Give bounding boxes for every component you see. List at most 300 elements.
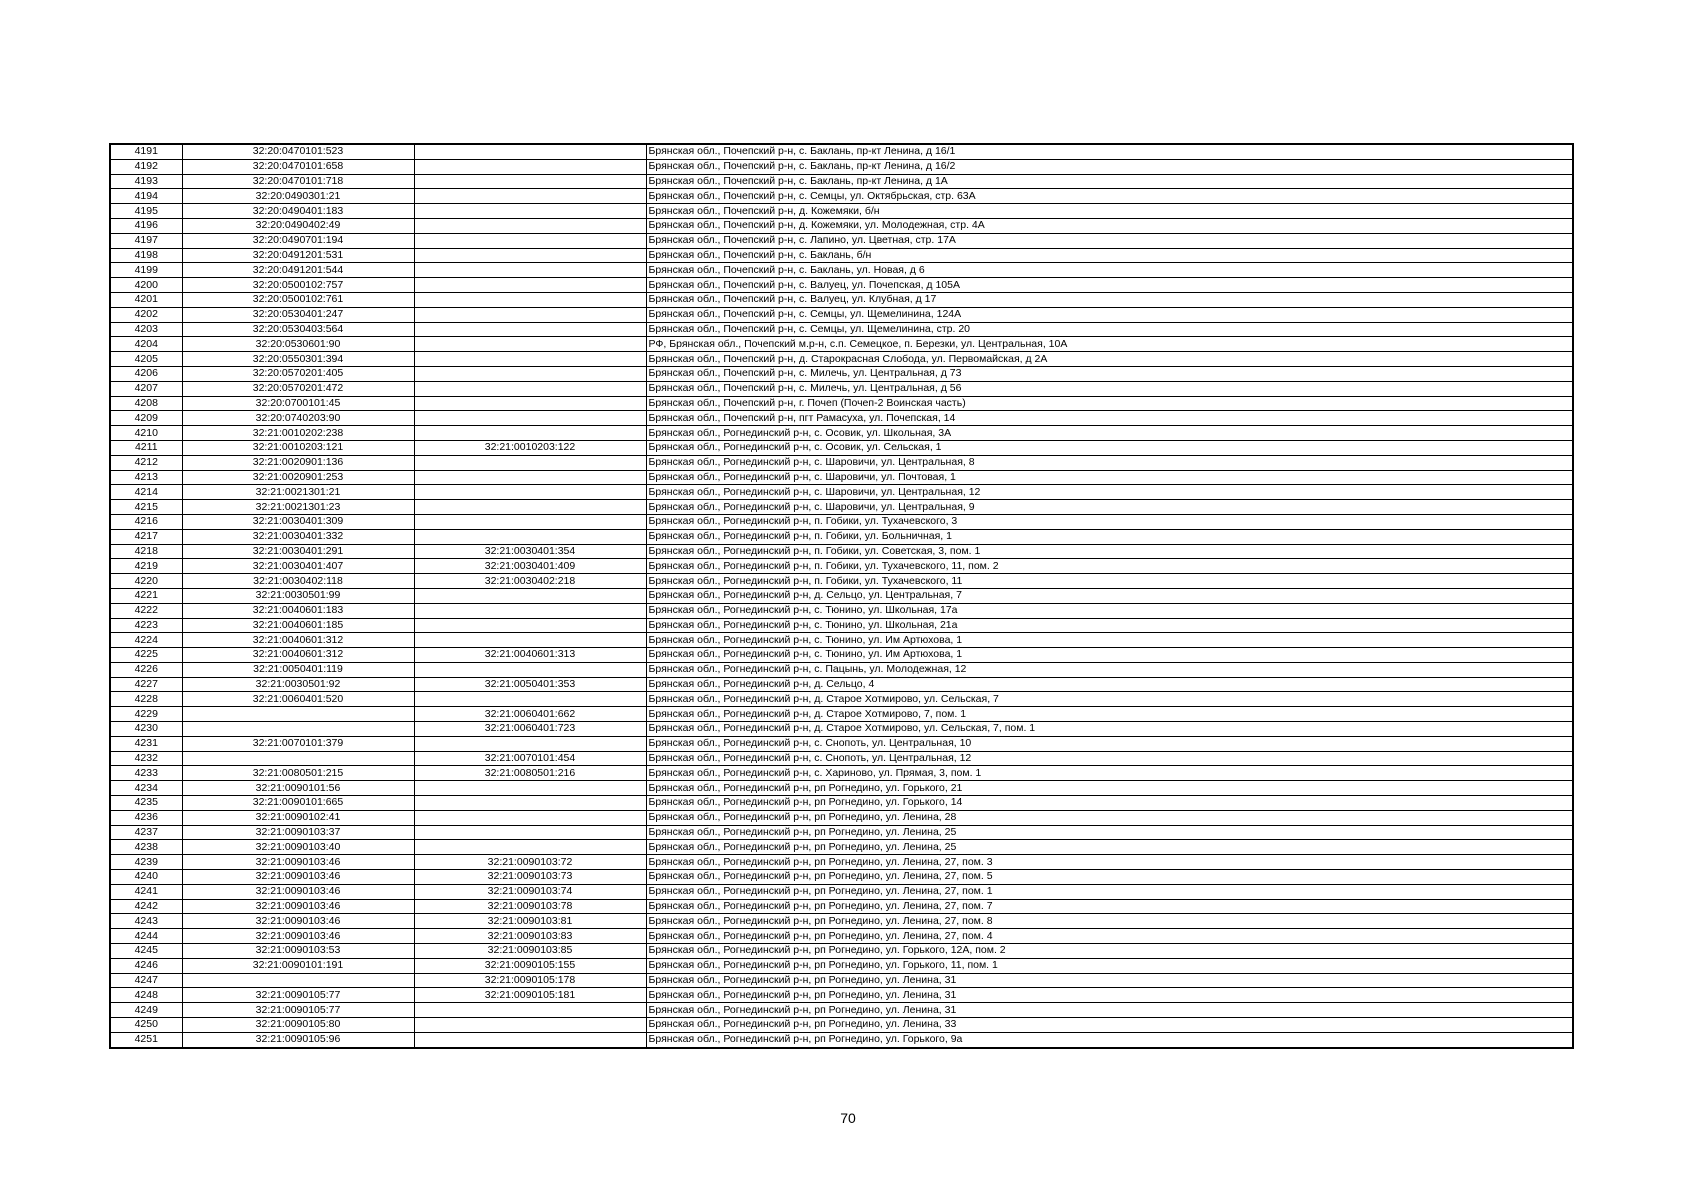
table-row [110,529,1573,544]
table-row [110,870,1573,885]
table-row [110,988,1573,1003]
address-cell: Брянская обл., Рогнединский р-н, д. Старое Хотмирово, ул. Сельская, 7, пом. 1 [646,722,1573,737]
row-number-cell: 4226 [110,662,182,677]
row-number-cell: 4248 [110,988,182,1003]
address-cell: Брянская обл., Рогнединский р-н, с. Пацынь, ул. Молодежная, 12 [646,662,1573,677]
room-cadastral-number-cell [414,189,646,204]
room-cadastral-number-cell: 32:21:0090103:73 [414,870,646,885]
cadastral-number-cell: 32:21:0040601:312 [182,633,414,648]
cadastral-number-cell: 32:20:0530401:247 [182,307,414,322]
room-cadastral-number-cell [414,662,646,677]
cadastral-number-cell: 32:20:0530601:90 [182,337,414,352]
row-number-cell: 4213 [110,470,182,485]
address-cell: Брянская обл., Рогнединский р-н, с. Осовик, ул. Школьная, 3А [646,426,1573,441]
address-cell: Брянская обл., Рогнединский р-н, п. Гобики, ул. Тухачевского, 3 [646,514,1573,529]
room-cadastral-number-cell [414,781,646,796]
cadastral-number-cell: 32:20:0490402:49 [182,218,414,233]
room-cadastral-number-cell: 32:21:0060401:662 [414,707,646,722]
row-number-cell: 4199 [110,263,182,278]
table-row [110,796,1573,811]
row-number-cell: 4242 [110,899,182,914]
cadastral-number-cell: 32:21:0090105:80 [182,1018,414,1033]
table-row [110,884,1573,899]
room-cadastral-number-cell: 32:21:0090103:83 [414,929,646,944]
table-row [110,337,1573,352]
room-cadastral-number-cell: 32:21:0070101:454 [414,751,646,766]
table-row [110,603,1573,618]
row-number-cell: 4208 [110,396,182,411]
room-cadastral-number-cell [414,633,646,648]
room-cadastral-number-cell: 32:21:0090103:72 [414,855,646,870]
room-cadastral-number-cell: 32:21:0090105:155 [414,958,646,973]
table-row [110,973,1573,988]
room-cadastral-number-cell [414,248,646,263]
address-cell: Брянская обл., Почепский р-н, с. Баклань, пр-кт Ленина, д 1А [646,174,1573,189]
row-number-cell: 4246 [110,958,182,973]
room-cadastral-number-cell [414,144,646,159]
row-number-cell: 4215 [110,500,182,515]
row-number-cell: 4214 [110,485,182,500]
address-cell: Брянская обл., Рогнединский р-н, п. Гобики, ул. Больничная, 1 [646,529,1573,544]
table-row [110,766,1573,781]
cadastral-number-cell: 32:20:0470101:718 [182,174,414,189]
table-row [110,1018,1573,1033]
address-cell: Брянская обл., Почепский р-н, с. Баклань, ул. Новая, д 6 [646,263,1573,278]
cadastral-number-cell: 32:21:0090101:56 [182,781,414,796]
room-cadastral-number-cell [414,736,646,751]
address-cell: Брянская обл., Рогнединский р-н, рп Рогнедино, ул. Горького, 21 [646,781,1573,796]
address-cell: Брянская обл., Рогнединский р-н, рп Рогнедино, ул. Ленина, 27, пом. 5 [646,870,1573,885]
address-cell: Брянская обл., Рогнединский р-н, с. Снопоть, ул. Центральная, 10 [646,736,1573,751]
cadastral-number-cell: 32:21:0080501:215 [182,766,414,781]
room-cadastral-number-cell [414,174,646,189]
address-cell: Брянская обл., Рогнединский р-н, с. Осовик, ул. Сельская, 1 [646,440,1573,455]
address-cell: Брянская обл., Рогнединский р-н, д. Сельцо, 4 [646,677,1573,692]
table-row [110,248,1573,263]
cadastral-number-cell: 32:21:0010202:238 [182,426,414,441]
table-row [110,899,1573,914]
table-row [110,722,1573,737]
table-row [110,292,1573,307]
cadastral-number-cell: 32:21:0010203:121 [182,440,414,455]
cadastral-number-cell: 32:21:0090105:77 [182,988,414,1003]
row-number-cell: 4245 [110,944,182,959]
address-cell: Брянская обл., Почепский р-н, с. Лапино, ул. Цветная, стр. 17А [646,233,1573,248]
cadastral-number-cell: 32:21:0050401:119 [182,662,414,677]
table-row [110,500,1573,515]
table-row [110,840,1573,855]
cadastral-number-cell: 32:21:0021301:23 [182,500,414,515]
cadastral-number-cell: 32:21:0090101:191 [182,958,414,973]
cadastral-number-cell: 32:20:0470101:658 [182,159,414,174]
row-number-cell: 4219 [110,559,182,574]
row-number-cell: 4222 [110,603,182,618]
cadastral-number-cell: 32:21:0090103:46 [182,870,414,885]
room-cadastral-number-cell [414,204,646,219]
row-number-cell: 4227 [110,677,182,692]
address-cell: Брянская обл., Рогнединский р-н, с. Хариново, ул. Прямая, 3, пом. 1 [646,766,1573,781]
room-cadastral-number-cell [414,1018,646,1033]
room-cadastral-number-cell: 32:21:0090103:78 [414,899,646,914]
row-number-cell: 4207 [110,381,182,396]
room-cadastral-number-cell: 32:21:0090103:74 [414,884,646,899]
row-number-cell: 4229 [110,707,182,722]
table-row [110,574,1573,589]
row-number-cell: 4205 [110,352,182,367]
row-number-cell: 4201 [110,292,182,307]
row-number-cell: 4249 [110,1003,182,1018]
cadastral-number-cell: 32:20:0491201:531 [182,248,414,263]
cadastral-number-cell: 32:21:0030401:407 [182,559,414,574]
row-number-cell: 4238 [110,840,182,855]
table-row [110,352,1573,367]
row-number-cell: 4250 [110,1018,182,1033]
room-cadastral-number-cell [414,840,646,855]
table-row [110,914,1573,929]
address-cell: Брянская обл., Рогнединский р-н, с. Тюнино, ул. Им Артюхова, 1 [646,633,1573,648]
table-row [110,929,1573,944]
row-number-cell: 4192 [110,159,182,174]
address-cell: Брянская обл., Почепский р-н, с. Баклань, б/н [646,248,1573,263]
row-number-cell: 4212 [110,455,182,470]
table-row [110,588,1573,603]
address-cell: Брянская обл., Рогнединский р-н, с. Шаровичи, ул. Центральная, 12 [646,485,1573,500]
address-cell: Брянская обл., Рогнединский р-н, рп Рогнедино, ул. Ленина, 27, пом. 3 [646,855,1573,870]
room-cadastral-number-cell: 32:21:0030401:409 [414,559,646,574]
address-cell: Брянская обл., Рогнединский р-н, рп Рогнедино, ул. Горького, 14 [646,796,1573,811]
address-cell: Брянская обл., Почепский р-н, с. Баклань, пр-кт Ленина, д 16/1 [646,144,1573,159]
row-number-cell: 4220 [110,574,182,589]
cadastral-number-cell: 32:20:0490301:21 [182,189,414,204]
table-row [110,322,1573,337]
table-row [110,1032,1573,1047]
table-row [110,514,1573,529]
table-row [110,366,1573,381]
row-number-cell: 4237 [110,825,182,840]
table-row [110,189,1573,204]
address-cell: Брянская обл., Почепский р-н, д. Кожемяки, б/н [646,204,1573,219]
cadastral-number-cell: 32:21:0090101:665 [182,796,414,811]
room-cadastral-number-cell [414,411,646,426]
row-number-cell: 4233 [110,766,182,781]
cadastral-number-cell: 32:20:0470101:523 [182,144,414,159]
table-row [110,440,1573,455]
address-cell: Брянская обл., Рогнединский р-н, д. Старое Хотмирово, ул. Сельская, 7 [646,692,1573,707]
cadastral-number-cell: 32:21:0030402:118 [182,574,414,589]
row-number-cell: 4247 [110,973,182,988]
table-row [110,736,1573,751]
address-cell: Брянская обл., Почепский р-н, д. Кожемяки, ул. Молодежная, стр. 4А [646,218,1573,233]
table-row [110,233,1573,248]
cadastral-number-cell: 32:21:0030401:332 [182,529,414,544]
cadastral-number-cell: 32:21:0090103:46 [182,899,414,914]
table-body [110,144,1573,1048]
address-cell: Брянская обл., Рогнединский р-н, п. Гобики, ул. Тухачевского, 11, пом. 2 [646,559,1573,574]
cadastral-number-cell: 32:21:0090103:46 [182,914,414,929]
room-cadastral-number-cell [414,825,646,840]
cadastral-number-cell: 32:21:0030401:291 [182,544,414,559]
row-number-cell: 4244 [110,929,182,944]
cadastral-number-cell: 32:20:0490701:194 [182,233,414,248]
table-row [110,648,1573,663]
room-cadastral-number-cell: 32:21:0090103:81 [414,914,646,929]
room-cadastral-number-cell [414,455,646,470]
room-cadastral-number-cell: 32:21:0050401:353 [414,677,646,692]
address-cell: Брянская обл., Рогнединский р-н, рп Рогнедино, ул. Горького, 11, пом. 1 [646,958,1573,973]
room-cadastral-number-cell: 32:21:0010203:122 [414,440,646,455]
row-number-cell: 4191 [110,144,182,159]
address-cell: Брянская обл., Рогнединский р-н, с. Тюнино, ул. Им Артюхова, 1 [646,648,1573,663]
table-row [110,278,1573,293]
room-cadastral-number-cell [414,618,646,633]
table-row [110,751,1573,766]
table-row [110,144,1573,159]
address-cell: Брянская обл., Рогнединский р-н, с. Шаровичи, ул. Центральная, 8 [646,455,1573,470]
row-number-cell: 4225 [110,648,182,663]
address-cell: Брянская обл., Рогнединский р-н, рп Рогнедино, ул. Ленина, 25 [646,825,1573,840]
address-cell: Брянская обл., Рогнединский р-н, с. Снопоть, ул. Центральная, 12 [646,751,1573,766]
address-cell: Брянская обл., Рогнединский р-н, рп Рогнедино, ул. Горького, 12А, пом. 2 [646,944,1573,959]
row-number-cell: 4234 [110,781,182,796]
address-cell: Брянская обл., Почепский р-н, с. Милечь, ул. Центральная, д 73 [646,366,1573,381]
cadastral-number-cell: 32:20:0570201:405 [182,366,414,381]
cadastral-number-cell: 32:21:0090103:53 [182,944,414,959]
row-number-cell: 4223 [110,618,182,633]
row-number-cell: 4204 [110,337,182,352]
address-cell: Брянская обл., Почепский р-н, д. Старокрасная Слобода, ул. Первомайская, д 2А [646,352,1573,367]
address-cell: Брянская обл., Рогнединский р-н, рп Рогнедино, ул. Ленина, 33 [646,1018,1573,1033]
row-number-cell: 4236 [110,810,182,825]
room-cadastral-number-cell [414,159,646,174]
table-row [110,263,1573,278]
cadastral-number-cell [182,707,414,722]
table-row [110,307,1573,322]
room-cadastral-number-cell: 32:21:0090105:181 [414,988,646,1003]
cadastral-number-cell: 32:21:0040601:312 [182,648,414,663]
address-cell: Брянская обл., Рогнединский р-н, д. Сельцо, ул. Центральная, 7 [646,588,1573,603]
room-cadastral-number-cell: 32:21:0090105:178 [414,973,646,988]
address-cell: Брянская обл., Рогнединский р-н, рп Рогнедино, ул. Ленина, 25 [646,840,1573,855]
row-number-cell: 4240 [110,870,182,885]
row-number-cell: 4217 [110,529,182,544]
table-row [110,218,1573,233]
address-cell: Брянская обл., Рогнединский р-н, рп Рогнедино, ул. Ленина, 27, пом. 7 [646,899,1573,914]
table-row [110,810,1573,825]
cadastral-number-cell: 32:21:0030501:99 [182,588,414,603]
cadastral-number-cell: 32:21:0040601:185 [182,618,414,633]
row-number-cell: 4232 [110,751,182,766]
table-row [110,662,1573,677]
cadastral-number-cell: 32:21:0070101:379 [182,736,414,751]
table-row [110,204,1573,219]
address-cell: Брянская обл., Рогнединский р-н, с. Тюнино, ул. Школьная, 17а [646,603,1573,618]
address-cell: Брянская обл., Рогнединский р-н, рп Рогнедино, ул. Ленина, 28 [646,810,1573,825]
cadastral-number-cell: 32:20:0500102:757 [182,278,414,293]
row-number-cell: 4228 [110,692,182,707]
cadastral-number-cell: 32:21:0090105:96 [182,1032,414,1047]
table-row [110,1003,1573,1018]
table-row [110,618,1573,633]
table-row [110,677,1573,692]
cadastral-number-cell: 32:21:0020901:253 [182,470,414,485]
address-cell: Брянская обл., Почепский р-н, с. Баклань, пр-кт Ленина, д 16/2 [646,159,1573,174]
cadastral-number-cell: 32:20:0700101:45 [182,396,414,411]
address-cell: Брянская обл., Почепский р-н, с. Семцы, ул. Щемелинина, 124А [646,307,1573,322]
row-number-cell: 4209 [110,411,182,426]
table-row [110,426,1573,441]
address-cell: Брянская обл., Рогнединский р-н, с. Шаровичи, ул. Почтовая, 1 [646,470,1573,485]
address-cell: Брянская обл., Рогнединский р-н, рп Рогнедино, ул. Ленина, 27, пом. 1 [646,884,1573,899]
address-cell: Брянская обл., Рогнединский р-н, рп Рогнедино, ул. Ленина, 31 [646,1003,1573,1018]
table-row [110,958,1573,973]
room-cadastral-number-cell [414,500,646,515]
table-row [110,381,1573,396]
cadastral-number-cell: 32:20:0500102:761 [182,292,414,307]
row-number-cell: 4198 [110,248,182,263]
row-number-cell: 4235 [110,796,182,811]
address-cell: Брянская обл., Рогнединский р-н, рп Рогнедино, ул. Ленина, 27, пом. 8 [646,914,1573,929]
room-cadastral-number-cell [414,426,646,441]
room-cadastral-number-cell: 32:21:0060401:723 [414,722,646,737]
cadastral-number-cell: 32:21:0020901:136 [182,455,414,470]
cadastral-number-cell: 32:20:0530403:564 [182,322,414,337]
address-cell: Брянская обл., Почепский р-н, с. Валуец, ул. Клубная, д 17 [646,292,1573,307]
table-row [110,455,1573,470]
row-number-cell: 4211 [110,440,182,455]
room-cadastral-number-cell: 32:21:0090103:85 [414,944,646,959]
room-cadastral-number-cell [414,514,646,529]
row-number-cell: 4231 [110,736,182,751]
row-number-cell: 4251 [110,1032,182,1047]
cadastral-number-cell: 32:21:0090103:46 [182,884,414,899]
address-cell: Брянская обл., Почепский р-н, пгт Рамасуха, ул. Почепская, 14 [646,411,1573,426]
table-row [110,855,1573,870]
table-row [110,485,1573,500]
row-number-cell: 4216 [110,514,182,529]
address-cell: Брянская обл., Рогнединский р-н, с. Шаровичи, ул. Центральная, 9 [646,500,1573,515]
address-cell: Брянская обл., Рогнединский р-н, рп Рогнедино, ул. Ленина, 31 [646,973,1573,988]
address-cell: Брянская обл., Рогнединский р-н, п. Гобики, ул. Тухачевского, 11 [646,574,1573,589]
room-cadastral-number-cell [414,352,646,367]
row-number-cell: 4194 [110,189,182,204]
table-row [110,633,1573,648]
room-cadastral-number-cell [414,796,646,811]
room-cadastral-number-cell: 32:21:0080501:216 [414,766,646,781]
room-cadastral-number-cell [414,366,646,381]
cadastral-number-cell: 32:21:0021301:21 [182,485,414,500]
room-cadastral-number-cell [414,292,646,307]
cadastral-number-cell: 32:21:0030401:309 [182,514,414,529]
cadastral-number-cell: 32:20:0491201:544 [182,263,414,278]
address-cell: Брянская обл., Рогнединский р-н, с. Тюнино, ул. Школьная, 21а [646,618,1573,633]
table-row [110,707,1573,722]
address-cell: Брянская обл., Рогнединский р-н, рп Рогнедино, ул. Горького, 9а [646,1032,1573,1047]
room-cadastral-number-cell [414,307,646,322]
room-cadastral-number-cell [414,588,646,603]
cadastral-number-cell [182,751,414,766]
table-row [110,470,1573,485]
address-cell: Брянская обл., Почепский р-н, с. Семцы, ул. Щемелинина, стр. 20 [646,322,1573,337]
room-cadastral-number-cell [414,485,646,500]
table-row [110,825,1573,840]
address-cell: Брянская обл., Рогнединский р-н, рп Рогнедино, ул. Ленина, 27, пом. 4 [646,929,1573,944]
room-cadastral-number-cell [414,692,646,707]
row-number-cell: 4206 [110,366,182,381]
room-cadastral-number-cell [414,603,646,618]
address-cell: Брянская обл., Рогнединский р-н, д. Старое Хотмирово, 7, пом. 1 [646,707,1573,722]
cadastral-number-cell: 32:21:0040601:183 [182,603,414,618]
cadastral-number-cell [182,722,414,737]
table-row [110,174,1573,189]
address-cell: Брянская обл., Рогнединский р-н, п. Гобики, ул. Советская, 3, пом. 1 [646,544,1573,559]
address-cell: Брянская обл., Почепский р-н, с. Валуец, ул. Почепская, д 105А [646,278,1573,293]
row-number-cell: 4221 [110,588,182,603]
cadastral-number-cell: 32:21:0090102:41 [182,810,414,825]
table-row [110,944,1573,959]
cadastral-number-cell: 32:21:0090105:77 [182,1003,414,1018]
room-cadastral-number-cell [414,337,646,352]
row-number-cell: 4203 [110,322,182,337]
room-cadastral-number-cell [414,1003,646,1018]
room-cadastral-number-cell [414,263,646,278]
table-row [110,411,1573,426]
cadastral-number-cell: 32:20:0740203:90 [182,411,414,426]
row-number-cell: 4243 [110,914,182,929]
row-number-cell: 4210 [110,426,182,441]
table-row [110,559,1573,574]
address-cell: Брянская обл., Почепский р-н, с. Милечь, ул. Центральная, д 56 [646,381,1573,396]
row-number-cell: 4196 [110,218,182,233]
room-cadastral-number-cell [414,470,646,485]
room-cadastral-number-cell [414,810,646,825]
cadastral-number-cell: 32:21:0090103:46 [182,929,414,944]
property-table [109,143,1574,1049]
table-row [110,692,1573,707]
address-cell: Брянская обл., Почепский р-н, с. Семцы, ул. Октябрьская, стр. 63А [646,189,1573,204]
room-cadastral-number-cell [414,381,646,396]
cadastral-number-cell: 32:20:0570201:472 [182,381,414,396]
room-cadastral-number-cell [414,322,646,337]
table-row [110,159,1573,174]
cadastral-number-cell: 32:20:0550301:394 [182,352,414,367]
row-number-cell: 4197 [110,233,182,248]
cadastral-number-cell: 32:21:0090103:46 [182,855,414,870]
row-number-cell: 4200 [110,278,182,293]
row-number-cell: 4224 [110,633,182,648]
room-cadastral-number-cell: 32:21:0040601:313 [414,648,646,663]
row-number-cell: 4202 [110,307,182,322]
room-cadastral-number-cell [414,1032,646,1047]
room-cadastral-number-cell [414,233,646,248]
room-cadastral-number-cell [414,218,646,233]
table-row [110,544,1573,559]
row-number-cell: 4218 [110,544,182,559]
room-cadastral-number-cell: 32:21:0030402:218 [414,574,646,589]
cadastral-number-cell: 32:21:0060401:520 [182,692,414,707]
room-cadastral-number-cell: 32:21:0030401:354 [414,544,646,559]
cadastral-number-cell: 32:20:0490401:183 [182,204,414,219]
table-row [110,781,1573,796]
cadastral-number-cell: 32:21:0090103:37 [182,825,414,840]
room-cadastral-number-cell [414,396,646,411]
cadastral-number-cell: 32:21:0090103:40 [182,840,414,855]
page-number: 70 [840,1110,856,1126]
row-number-cell: 4239 [110,855,182,870]
row-number-cell: 4241 [110,884,182,899]
address-cell: Брянская обл., Почепский р-н, г. Почеп (Почеп-2 Воинская часть) [646,396,1573,411]
table-row [110,396,1573,411]
address-cell: Брянская обл., Рогнединский р-н, рп Рогнедино, ул. Ленина, 31 [646,988,1573,1003]
